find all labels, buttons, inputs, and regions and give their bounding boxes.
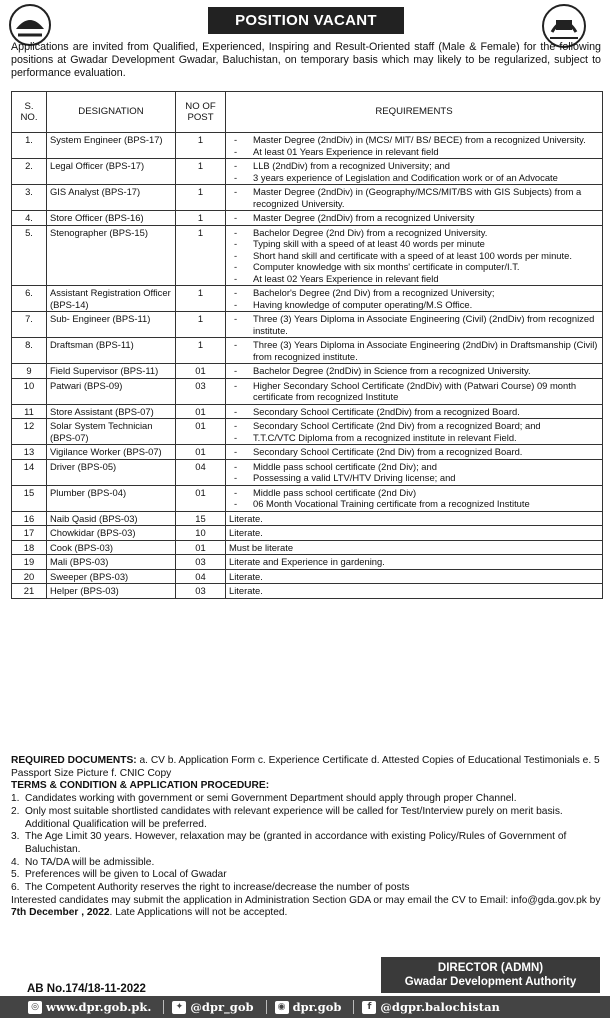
table-row (12, 404, 603, 419)
table-header-row (12, 92, 603, 133)
term-text: Candidates working with government or semi Government Department should apply through proper Channel. (25, 793, 517, 805)
header-sno: S. NO. (12, 92, 47, 133)
requirements-cell (226, 459, 603, 485)
globe-icon: ◎ (28, 1001, 42, 1014)
requirements-cell: Literate. (226, 569, 603, 584)
page-title: POSITION VACANT (208, 7, 404, 34)
table-row (12, 133, 603, 159)
requirement-item: - 3 years experience of Legislation and Codification work or of an Advocate (231, 172, 599, 184)
post-cell: 01 (176, 485, 226, 511)
post-cell: 01 (176, 540, 226, 555)
designation-cell: Sub- Engineer (BPS-11) (47, 312, 176, 338)
requirement-item: - LLB (2ndDiv) from a recognized University; and (231, 160, 599, 172)
requirement-item: - Bachelor Degree (2nd Div) from a recognized University. (231, 227, 599, 239)
requirement-item: - Three (3) Years Diploma in Associate Engineering (Civil) (2ndDiv) from recognized institute. (231, 313, 599, 336)
post-cell: 1 (176, 312, 226, 338)
sno-cell: 5. (12, 225, 47, 286)
footer-facebook[interactable] (362, 1000, 500, 1014)
header-requirements: REQUIREMENTS (226, 92, 603, 133)
sno-cell: 11 (12, 404, 47, 419)
requirement-item: - Having knowledge of computer operating/M.S Office. (231, 299, 599, 311)
designation-cell: Chowkidar (BPS-03) (47, 526, 176, 541)
requirements-cell (226, 338, 603, 364)
post-cell: 1 (176, 286, 226, 312)
director-org: Gwadar Development Authority (404, 976, 577, 988)
designation-cell: GIS Analyst (BPS-17) (47, 185, 176, 211)
post-cell: 1 (176, 185, 226, 211)
requirements-cell (226, 445, 603, 460)
requirement-item: - Bachelor Degree (2ndDiv) in Science from a recognized University. (231, 365, 599, 377)
term-item (11, 806, 603, 831)
requirements-cell (226, 211, 603, 226)
requirement-item: - Computer knowledge with six months' certificate in computer/I.T. (231, 261, 599, 273)
footer-instagram[interactable] (275, 1000, 342, 1014)
table-row (12, 526, 603, 541)
requirement-item: - Possessing a valid LTV/HTV Driving license; and (231, 472, 599, 484)
designation-cell: Solar System Technician (BPS-07) (47, 419, 176, 445)
sno-cell: 10 (12, 378, 47, 404)
designation-cell: Cook (BPS-03) (47, 540, 176, 555)
post-cell: 1 (176, 338, 226, 364)
footer-instagram-text: dpr.gob (292, 1000, 342, 1014)
designation-cell: System Engineer (BPS-17) (47, 133, 176, 159)
sno-cell: 17 (12, 526, 47, 541)
post-cell: 03 (176, 555, 226, 570)
designation-cell: Legal Officer (BPS-17) (47, 159, 176, 185)
sno-cell: 20 (12, 569, 47, 584)
ab-number: AB No.174/18-11-2022 (27, 983, 146, 995)
requirements-cell (226, 133, 603, 159)
designation-cell: Mali (BPS-03) (47, 555, 176, 570)
table-row (12, 338, 603, 364)
term-number: 5. (11, 869, 20, 881)
footer-website[interactable] (28, 1000, 151, 1014)
table-row (12, 286, 603, 312)
post-cell: 04 (176, 569, 226, 584)
sno-cell: 19 (12, 555, 47, 570)
intro-paragraph: Applications are invited from Qualified, Experienced, Inspiring and Result-Oriented staff (Male & Female) for the following positions at Gwadar Development Gwadar, Baluchistan, on temporary basis which may likely to be regularized, subject to performance evaluation. (11, 41, 601, 79)
table-row (12, 569, 603, 584)
director-box (381, 957, 600, 993)
requirements-cell (226, 404, 603, 419)
header-post: NO OF POST (176, 92, 226, 133)
designation-cell: Stenographer (BPS-15) (47, 225, 176, 286)
closing-post: . Late Applications will not be accepted. (109, 907, 288, 919)
requirement-item: - T.T.C/VTC Diploma from a recognized institute in relevant Field. (231, 432, 599, 444)
requirements-cell (226, 485, 603, 511)
required-documents-text: a. CV b. Application Form c. Experience Certificate d. Attested Copies of Educational Testimonials e. 5 Passport Size Picture f. CNIC Copy (11, 755, 600, 779)
term-number: 6. (11, 882, 20, 894)
designation-cell: Vigilance Worker (BPS-07) (47, 445, 176, 460)
term-text: No TA/DA will be admissible. (25, 856, 155, 868)
sno-cell: 3. (12, 185, 47, 211)
requirement-item: - Secondary School Certificate (2nd Div) from a recognized Board; and (231, 420, 599, 432)
footer-divider (163, 1000, 164, 1014)
post-cell: 1 (176, 133, 226, 159)
post-cell: 03 (176, 584, 226, 599)
designation-cell: Draftsman (BPS-11) (47, 338, 176, 364)
sno-cell: 7. (12, 312, 47, 338)
requirements-cell (226, 378, 603, 404)
table-row (12, 584, 603, 599)
designation-cell: Field Supervisor (BPS-11) (47, 364, 176, 379)
term-number: 1. (11, 793, 20, 805)
sno-cell: 15 (12, 485, 47, 511)
designation-cell: Patwari (BPS-09) (47, 378, 176, 404)
instagram-icon: ◉ (275, 1001, 289, 1014)
requirement-item: - Secondary School Certificate (2nd Div) from a recognized Board. (231, 446, 599, 458)
requirements-cell: Literate. (226, 511, 603, 526)
requirement-item: - Three (3) Years Diploma in Associate Engineering (2ndDiv) in Draftsmanship (Civil) from recognized institute. (231, 339, 599, 362)
designation-cell: Store Officer (BPS-16) (47, 211, 176, 226)
sno-cell: 14 (12, 459, 47, 485)
header-designation: DESIGNATION (47, 92, 176, 133)
requirements-cell (226, 159, 603, 185)
post-cell: 03 (176, 378, 226, 404)
footer-twitter-text: @dpr_gob (190, 1000, 254, 1014)
sno-cell: 9 (12, 364, 47, 379)
table-row (12, 185, 603, 211)
table-row (12, 445, 603, 460)
requirement-item: - Master Degree (2ndDiv) in (MCS/ MIT/ BS/ BECE) from a recognized University. (231, 134, 599, 146)
requirement-item: - Bachelor's Degree (2nd Div) from a recognized University; (231, 287, 599, 299)
closing-paragraph (11, 895, 603, 920)
requirements-cell (226, 312, 603, 338)
designation-cell: Plumber (BPS-04) (47, 485, 176, 511)
requirements-cell: Literate. (226, 584, 603, 599)
requirement-item: - Master Degree (2ndDiv) in (Geography/MCS/MIT/BS with GIS Subjects) from a recognized University. (231, 186, 599, 209)
term-item (11, 793, 603, 806)
designation-cell: Assistant Registration Officer (BPS-14) (47, 286, 176, 312)
sno-cell: 4. (12, 211, 47, 226)
terms-section (11, 755, 603, 920)
term-item (11, 882, 603, 895)
term-number: 2. (11, 805, 20, 817)
requirement-item: - At least 02 Years Experience in relevant field (231, 273, 599, 285)
requirement-item: - Secondary School Certificate (2ndDiv) from a recognized Board. (231, 406, 599, 418)
term-number: 3. (11, 831, 20, 843)
requirements-cell (226, 286, 603, 312)
footer-divider (266, 1000, 267, 1014)
term-text: Only most suitable shortlisted candidates with relevant experience will be called for Test/Interview purely on merit basis. Additional Qualification will be preferred. (25, 805, 563, 830)
table-row (12, 555, 603, 570)
post-cell: 1 (176, 225, 226, 286)
sno-cell: 18 (12, 540, 47, 555)
facebook-icon: f (362, 1001, 376, 1014)
term-item (11, 857, 603, 870)
deadline: 7th December , 2022 (11, 907, 110, 919)
post-cell: 1 (176, 211, 226, 226)
footer-website-text: www.dpr.gob.pk. (46, 1000, 152, 1014)
requirements-cell: Literate. (226, 526, 603, 541)
requirements-cell: Literate and Experience in gardening. (226, 555, 603, 570)
table-row (12, 211, 603, 226)
sno-cell: 8. (12, 338, 47, 364)
sno-cell: 2. (12, 159, 47, 185)
designation-cell: Sweeper (BPS-03) (47, 569, 176, 584)
table-row (12, 364, 603, 379)
term-item (11, 831, 603, 856)
requirements-cell (226, 185, 603, 211)
table-row (12, 159, 603, 185)
requirement-item: - Higher Secondary School Certificate (2ndDiv) with (Patwari Course) 09 month certificate from recognized Institute (231, 380, 599, 403)
term-text: The Competent Authority reserves the right to increase/decrease the number of posts (25, 882, 410, 894)
table-row (12, 378, 603, 404)
sno-cell: 21 (12, 584, 47, 599)
positions-table (11, 91, 603, 599)
terms-title: TERMS & CONDITION & APPLICATION PROCEDURE: (11, 780, 270, 792)
sno-cell: 1. (12, 133, 47, 159)
sno-cell: 13 (12, 445, 47, 460)
requirements-cell (226, 419, 603, 445)
post-cell: 10 (176, 526, 226, 541)
post-cell: 15 (176, 511, 226, 526)
closing-pre: Interested candidates may submit the application in Administration Section GDA or may email the CV to Email: info@gda.gov.pk by (11, 894, 601, 906)
term-text: The Age Limit 30 years. However, relaxation may be (granted in accordance with existing Policy/Rules of Government of Baluchistan. (25, 831, 567, 855)
term-text: Preferences will be given to Local of Gwadar (25, 869, 227, 881)
table-row (12, 511, 603, 526)
designation-cell: Store Assistant (BPS-07) (47, 404, 176, 419)
footer-bar (0, 996, 610, 1018)
sno-cell: 12 (12, 419, 47, 445)
table-row (12, 419, 603, 445)
designation-cell: Driver (BPS-05) (47, 459, 176, 485)
requirement-item: - Middle pass school certificate (2nd Div) (231, 487, 599, 499)
sno-cell: 6. (12, 286, 47, 312)
requirement-item: - Master Degree (2ndDiv) from a recognized University (231, 212, 599, 224)
table-row (12, 459, 603, 485)
sno-cell: 16 (12, 511, 47, 526)
post-cell: 1 (176, 159, 226, 185)
footer-facebook-text: @dgpr.balochistan (380, 1000, 500, 1014)
table-row (12, 540, 603, 555)
footer-twitter[interactable] (172, 1000, 253, 1014)
requirements-cell (226, 364, 603, 379)
requirements-cell (226, 225, 603, 286)
requirements-cell: Must be literate (226, 540, 603, 555)
requirement-item: - 06 Month Vocational Training certificate from a recognized Institute (231, 498, 599, 510)
post-cell: 01 (176, 419, 226, 445)
footer-divider (353, 1000, 354, 1014)
requirement-item: - At least 01 Years Experience in relevant field (231, 146, 599, 158)
term-item (11, 869, 603, 882)
requirement-item: - Typing skill with a speed of at least 40 words per minute (231, 238, 599, 250)
required-documents-label: REQUIRED DOCUMENTS: (11, 755, 137, 766)
post-cell: 01 (176, 404, 226, 419)
table-row (12, 225, 603, 286)
required-documents (11, 755, 603, 780)
requirement-item: - Middle pass school certificate (2nd Div); and (231, 461, 599, 473)
designation-cell: Naib Qasid (BPS-03) (47, 511, 176, 526)
director-title: DIRECTOR (ADMN) (437, 962, 544, 974)
post-cell: 01 (176, 364, 226, 379)
term-number: 4. (11, 856, 20, 868)
table-row (12, 312, 603, 338)
requirement-item: - Short hand skill and certificate with a speed of at least 100 words per minute. (231, 250, 599, 262)
designation-cell: Helper (BPS-03) (47, 584, 176, 599)
table-row (12, 485, 603, 511)
twitter-icon: ✦ (172, 1001, 186, 1014)
post-cell: 01 (176, 445, 226, 460)
post-cell: 04 (176, 459, 226, 485)
terms-list (11, 793, 603, 895)
